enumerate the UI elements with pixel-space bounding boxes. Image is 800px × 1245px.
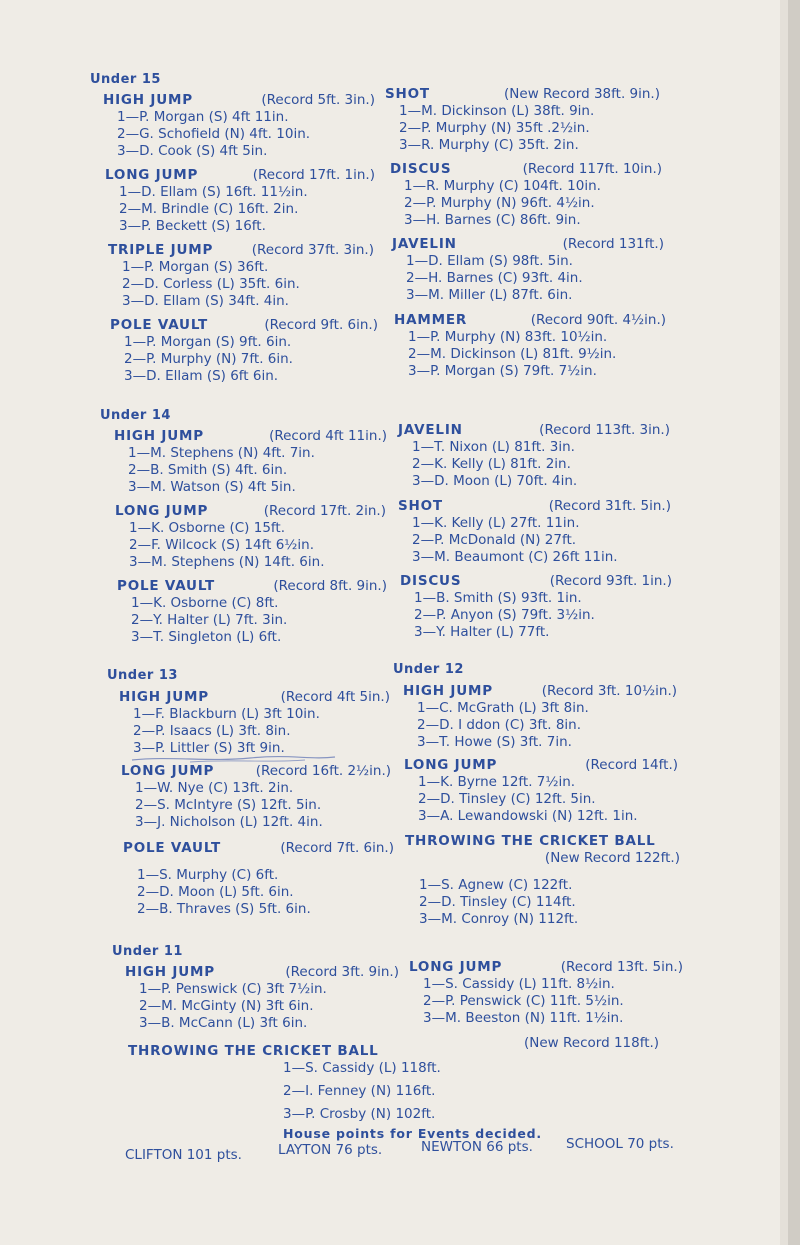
u14-discus-event [400,573,672,641]
u11-cricket-result-1: 1—S. Cassidy (L) 118ft. [283,1060,441,1076]
u15-long-jump-result-3: 3—P. Beckett (S) 16ft. [119,218,266,234]
page-edge-shadow [788,0,800,1245]
u15-shot-result-2: 2—P. Murphy (N) 35ft .2½in. [399,120,590,136]
u14-high-jump-result-2: 2—B. Smith (S) 4ft. 6in. [128,462,288,478]
u15-triple-jump-result-2: 2—D. Corless (L) 35ft. 6in. [122,276,300,292]
u11-long-jump-record: (Record 13ft. 5in.) [560,959,683,975]
u13-long-jump-title: LONG JUMP [121,763,215,779]
u14-pole-vault-result-3: 3—T. Singleton (L) 6ft. [131,629,282,645]
u15-javelin-event [392,236,664,304]
u13-long-jump-event [121,763,391,831]
u15-javelin-result-3: 3—M. Miller (L) 87ft. 6in. [406,287,573,303]
u11-high-jump-title: HIGH JUMP [125,964,215,980]
u12-long-jump-result-1: 1—K. Byrne 12ft. 7½in. [418,774,576,790]
u13-long-jump-record: (Record 16ft. 2½in.) [255,763,391,779]
u11-cricket-title: THROWING THE CRICKET BALL [128,1043,379,1059]
u14-javelin-event [398,422,670,490]
u15-triple-jump-event [108,242,374,310]
u13-high-jump-title: HIGH JUMP [119,689,209,705]
u12-long-jump-record: (Record 14ft.) [585,757,678,773]
u14-long-jump-result-1: 1—K. Osborne (C) 15ft. [129,520,286,536]
u15-triple-jump-result-3: 3—D. Ellam (S) 34ft. 4in. [122,293,289,309]
u12-cricket-ball-result-3: 3—M. Conroy (N) 112ft. [419,911,579,927]
u14-long-jump-title: LONG JUMP [115,503,209,519]
u15-hammer-result-3: 3—P. Morgan (S) 79ft. 7½in. [408,363,597,379]
u11-long-jump-title: LONG JUMP [409,959,503,975]
u15-shot-record: (New Record 38ft. 9in.) [504,86,660,102]
u11-cricket-result-2: 2—I. Fenney (N) 116ft. [283,1083,436,1099]
u15-javelin-result-2: 2—H. Barnes (C) 93ft. 4in. [406,270,583,286]
u15-hammer-title: HAMMER [394,312,468,328]
section-under-15: Under 15 [90,72,161,87]
u14-long-jump-result-3: 3—M. Stephens (N) 14ft. 6in. [129,554,325,570]
u14-shot-title: SHOT [398,498,443,514]
u14-long-jump-event [115,503,386,571]
house-points-clifton: CLIFTON 101 pts. [125,1147,242,1163]
u15-high-jump-result-2: 2—G. Schofield (N) 4ft. 10in. [117,126,311,142]
u13-long-jump-result-3: 3—J. Nicholson (L) 12ft. 4in. [135,814,323,830]
u14-high-jump-result-1: 1—M. Stephens (N) 4ft. 7in. [128,445,315,461]
u11-long-jump-result-1: 1—S. Cassidy (L) 11ft. 8½in. [423,976,615,992]
u14-pole-vault-result-2: 2—Y. Halter (L) 7ft. 3in. [131,612,288,628]
u14-high-jump-result-3: 3—M. Watson (S) 4ft 5in. [128,479,296,495]
u14-shot-result-3: 3—M. Beaumont (C) 26ft 11in. [412,549,618,565]
u15-long-jump-result-1: 1—D. Ellam (S) 16ft. 11½in. [119,184,308,200]
pen-scribble [130,752,340,766]
u15-pole-vault-result-3: 3—D. Ellam (S) 6ft 6in. [124,368,279,384]
u15-triple-jump-title: TRIPLE JUMP [108,242,214,258]
u15-pole-vault-title: POLE VAULT [110,317,208,333]
u15-high-jump-result-1: 1—P. Morgan (S) 4ft 11in. [117,109,289,125]
u15-triple-jump-result-1: 1—P. Morgan (S) 36ft. [122,259,269,275]
u14-high-jump-title: HIGH JUMP [114,428,204,444]
u15-high-jump-event [103,92,375,160]
u13-pole-vault-result-2: 2—D. Moon (L) 5ft. 6in. [137,884,294,900]
u13-pole-vault-title: POLE VAULT [123,840,221,856]
u14-discus-title: DISCUS [400,573,462,589]
u13-pole-vault-result-3: 2—B. Thraves (S) 5ft. 6in. [137,901,311,917]
u14-pole-vault-event [117,578,387,646]
u14-javelin-record: (Record 113ft. 3in.) [539,422,670,438]
u14-javelin-result-2: 2—K. Kelly (L) 81ft. 2in. [412,456,571,472]
u11-high-jump-result-2: 2—M. McGinty (N) 3ft 6in. [139,998,314,1014]
u15-hammer-record: (Record 90ft. 4½in.) [530,312,666,328]
house-points-newton: NEWTON 66 pts. [421,1139,533,1155]
u15-discus-result-3: 3—H. Barnes (C) 86ft. 9in. [404,212,581,228]
u12-high-jump-result-2: 2—D. I ddon (C) 3ft. 8in. [417,717,582,733]
u11-cricket-result-3: 3—P. Crosby (N) 102ft. [283,1106,436,1122]
u11-high-jump-event [125,964,399,1032]
u12-high-jump-result-1: 1—C. McGrath (L) 3ft 8in. [417,700,589,716]
u15-shot-result-1: 1—M. Dickinson (L) 38ft. 9in. [399,103,595,119]
u15-discus-event [390,161,662,229]
u15-hammer-event [394,312,666,380]
u13-long-jump-result-1: 1—W. Nye (C) 13ft. 2in. [135,780,294,796]
section-under-14: Under 14 [100,408,171,423]
u15-discus-result-1: 1—R. Murphy (C) 104ft. 10in. [404,178,601,194]
section-under-13: Under 13 [107,668,178,683]
u15-discus-title: DISCUS [390,161,452,177]
u11-long-jump-event [409,959,683,1027]
u14-shot-event [398,498,671,566]
u14-javelin-result-3: 3—D. Moon (L) 70ft. 4in. [412,473,578,489]
u14-pole-vault-result-1: 1—K. Osborne (C) 8ft. [131,595,279,611]
u14-pole-vault-record: (Record 8ft. 9in.) [273,578,387,594]
u15-discus-record: (Record 117ft. 10in.) [522,161,662,177]
u13-high-jump-result-3: 3—P. Littler (S) 3ft 9in. [133,740,285,756]
u14-long-jump-record: (Record 17ft. 2in.) [263,503,386,519]
u15-shot-event [385,86,660,154]
u14-discus-record: (Record 93ft. 1in.) [549,573,672,589]
u15-high-jump-result-3: 3—D. Cook (S) 4ft 5in. [117,143,268,159]
house-points-heading: House points for Events decided. [283,1126,542,1141]
u14-high-jump-record: (Record 4ft 11in.) [269,428,387,444]
u15-javelin-result-1: 1—D. Ellam (S) 98ft. 5in. [406,253,573,269]
u15-long-jump-event [105,167,375,235]
u15-discus-result-2: 2—P. Murphy (N) 96ft. 4½in. [404,195,595,211]
u15-high-jump-title: HIGH JUMP [103,92,193,108]
u12-long-jump-result-3: 3—A. Lewandowski (N) 12ft. 1in. [418,808,638,824]
u15-pole-vault-event [110,317,378,385]
u12-long-jump-title: LONG JUMP [404,757,498,773]
u15-pole-vault-result-2: 2—P. Murphy (N) 7ft. 6in. [124,351,293,367]
u11-high-jump-result-3: 3—B. McCann (L) 3ft 6in. [139,1015,308,1031]
u14-discus-result-2: 2—P. Anyon (S) 79ft. 3½in. [414,607,595,623]
u15-long-jump-title: LONG JUMP [105,167,199,183]
u14-javelin-title: JAVELIN [398,422,463,438]
u13-high-jump-record: (Record 4ft 5in.) [280,689,390,705]
u15-pole-vault-result-1: 1—P. Morgan (S) 9ft. 6in. [124,334,292,350]
u13-high-jump-result-2: 2—P. Isaacs (L) 3ft. 8in. [133,723,291,739]
u12-high-jump-result-3: 3—T. Howe (S) 3ft. 7in. [417,734,572,750]
u14-javelin-result-1: 1—T. Nixon (L) 81ft. 3in. [412,439,575,455]
u15-javelin-title: JAVELIN [392,236,457,252]
u15-long-jump-result-2: 2—M. Brindle (C) 16ft. 2in. [119,201,299,217]
u12-long-jump-result-2: 2—D. Tinsley (C) 12ft. 5in. [418,791,596,807]
house-points-school: SCHOOL 70 pts. [566,1136,674,1152]
page-edge [780,0,788,1245]
house-points-layton: LAYTON 76 pts. [278,1142,383,1158]
u12-cricket-ball-result-1: 1—S. Agnew (C) 122ft. [419,877,573,893]
u13-high-jump-result-1: 1—F. Blackburn (L) 3ft 10in. [133,706,320,722]
u11-long-jump-result-3: 3—M. Beeston (N) 11ft. 1½in. [423,1010,624,1026]
u15-javelin-record: (Record 131ft.) [562,236,664,252]
u11-cricket-record: (New Record 118ft.) [524,1035,660,1051]
u12-cricket-ball-event [405,833,680,928]
u14-discus-result-3: 3—Y. Halter (L) 77ft. [414,624,550,640]
u14-long-jump-result-2: 2—F. Wilcock (S) 14ft 6½in. [129,537,314,553]
u14-shot-record: (Record 31ft. 5in.) [548,498,671,514]
u15-hammer-result-1: 1—P. Murphy (N) 83ft. 10½in. [408,329,608,345]
u15-long-jump-record: (Record 17ft. 1in.) [252,167,375,183]
u12-high-jump-record: (Record 3ft. 10½in.) [541,683,677,699]
u14-shot-result-2: 2—P. McDonald (N) 27ft. [412,532,577,548]
u13-long-jump-result-2: 2—S. McIntyre (S) 12ft. 5in. [135,797,322,813]
section-under-12: Under 12 [393,662,464,677]
u14-shot-result-1: 1—K. Kelly (L) 27ft. 11in. [412,515,580,531]
u12-long-jump-event [404,757,678,825]
u13-pole-vault-event [123,840,394,918]
u12-high-jump-event [403,683,677,751]
u13-pole-vault-result-1: 1—S. Murphy (C) 6ft. [137,867,279,883]
u15-high-jump-record: (Record 5ft. 3in.) [261,92,375,108]
u14-pole-vault-title: POLE VAULT [117,578,215,594]
u15-shot-result-3: 3—R. Murphy (C) 35ft. 2in. [399,137,579,153]
u14-discus-result-1: 1—B. Smith (S) 93ft. 1in. [414,590,582,606]
u11-long-jump-result-2: 2—P. Penswick (C) 11ft. 5½in. [423,993,624,1009]
u12-high-jump-title: HIGH JUMP [403,683,493,699]
u15-hammer-result-2: 2—M. Dickinson (L) 81ft. 9½in. [408,346,617,362]
u13-high-jump-event [119,689,390,757]
u11-high-jump-record: (Record 3ft. 9in.) [285,964,399,980]
u15-shot-title: SHOT [385,86,430,102]
u12-cricket-ball-record: (New Record 122ft.) [544,850,680,866]
u15-pole-vault-record: (Record 9ft. 6in.) [264,317,378,333]
u13-pole-vault-record: (Record 7ft. 6in.) [280,840,394,856]
u12-cricket-ball-result-2: 2—D. Tinsley (C) 114ft. [419,894,576,910]
u15-triple-jump-record: (Record 37ft. 3in.) [251,242,374,258]
u12-cricket-ball-title: THROWING THE CRICKET BALL [405,833,656,849]
section-under-11: Under 11 [112,944,183,959]
u14-high-jump-event [114,428,387,496]
u11-high-jump-result-1: 1—P. Penswick (C) 3ft 7½in. [139,981,327,997]
